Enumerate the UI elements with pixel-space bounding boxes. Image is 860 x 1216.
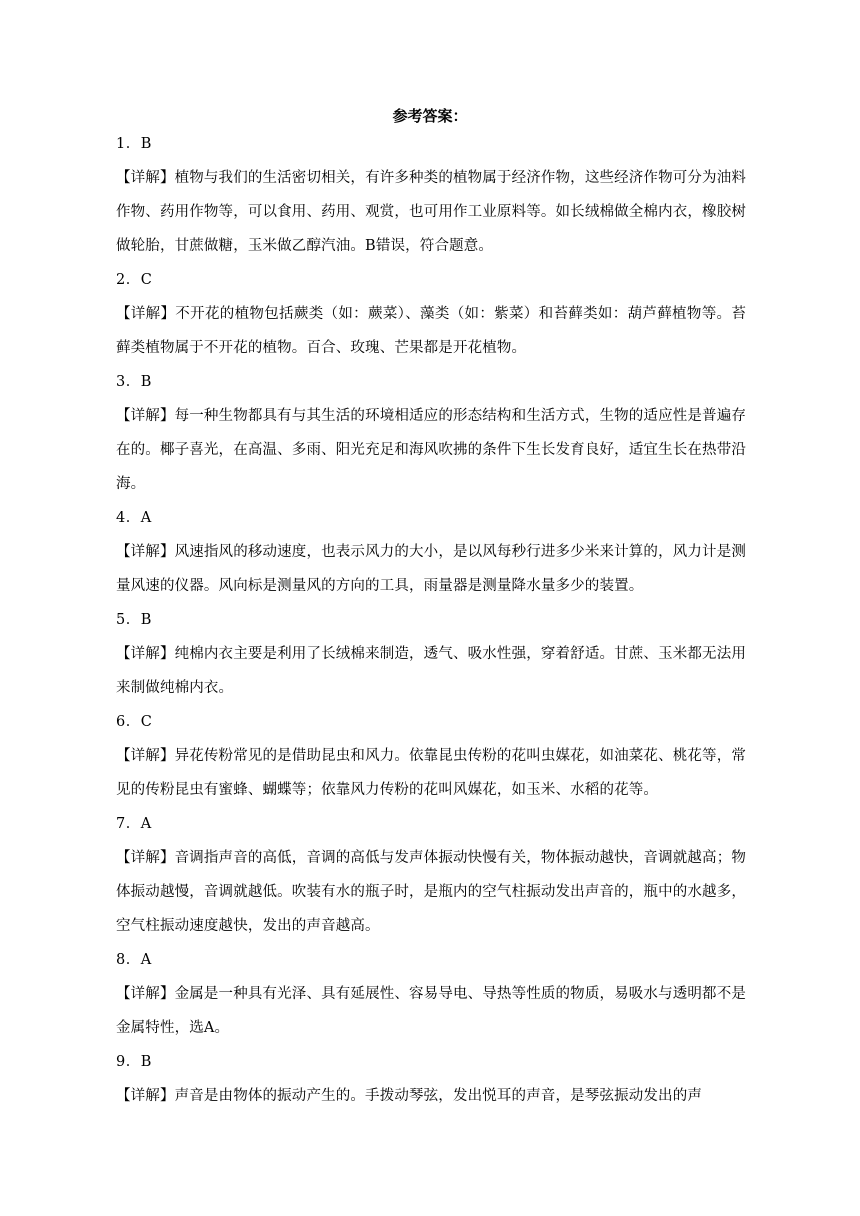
answer-item (116, 371, 746, 507)
answer-item (116, 507, 746, 609)
answer-detail: 【详解】风速指风的移动速度，也表示风力的大小，是以风每秒行进多少米来计算的，风力计是测量风速的仪器。风向标是测量风的方向的工具，雨量器是测量降水量多少的装置。 (116, 544, 746, 594)
page-title: 参考答案： (392, 107, 468, 125)
answer-number: 8．A (116, 952, 152, 968)
answer-number: 6．C (116, 714, 153, 730)
answer-number: 5．B (116, 612, 152, 628)
answer-list (116, 133, 746, 1119)
answer-item (116, 1051, 746, 1119)
answer-item (116, 949, 746, 1051)
answer-detail: 【详解】每一种生物都具有与其生活的环境相适应的形态结构和生活方式，生物的适应性是普遍存在的。椰子喜光，在高温、多雨、阳光充足和海风吹拂的条件下生长发育良好，适宜生长在热带沿海。 (116, 408, 746, 492)
answer-detail: 【详解】纯棉内衣主要是利用了长绒棉来制造，透气、吸水性强，穿着舒适。甘蔗、玉米都无法用来制做纯棉内衣。 (116, 646, 746, 696)
answer-detail: 【详解】声音是由物体的振动产生的。手拨动琴弦，发出悦耳的声音，是琴弦振动发出的声 (116, 1088, 702, 1104)
answer-detail: 【详解】不开花的植物包括蕨类（如：蕨菜）、藻类（如：紫菜）和苔藓类如：葫芦藓植物等。苔藓类植物属于不开花的植物。百合、玫瑰、芒果都是开花植物。 (116, 306, 746, 356)
answer-number: 9．B (116, 1054, 152, 1070)
answer-item (116, 813, 746, 949)
answer-item (116, 269, 746, 371)
answer-number: 7．A (116, 816, 152, 832)
answer-number: 2．C (116, 272, 153, 288)
answer-number: 3．B (116, 374, 152, 390)
answer-number: 4．A (116, 510, 152, 526)
answer-detail: 【详解】异花传粉常见的是借助昆虫和风力。依靠昆虫传粉的花叫虫媒花，如油菜花、桃花等，常见的传粉昆虫有蜜蜂、蝴蝶等；依靠风力传粉的花叫风媒花，如玉米、水稻的花等。 (116, 748, 746, 798)
answer-detail: 【详解】植物与我们的生活密切相关，有许多种类的植物属于经济作物，这些经济作物可分为油料作物、药用作物等，可以食用、药用、观赏，也可用作工业原料等。如长绒棉做全棉内衣，橡胶树做轮胎，甘蔗做糖，玉米做乙醇汽油。B错误，符合题意。 (116, 170, 746, 254)
answer-detail: 【详解】音调指声音的高低，音调的高低与发声体振动快慢有关，物体振动越快，音调就越高；物体振动越慢，音调就越低。吹装有水的瓶子时，是瓶内的空气柱振动发出声音的，瓶中的水越多，空气柱振动速度越快，发出的声音越高。 (116, 850, 746, 934)
answer-item (116, 711, 746, 813)
answer-detail: 【详解】金属是一种具有光泽、具有延展性、容易导电、导热等性质的物质，易吸水与透明都不是金属特性，选A。 (116, 986, 746, 1036)
answer-number: 1．B (116, 136, 152, 152)
answer-item (116, 133, 746, 269)
answer-item (116, 609, 746, 711)
